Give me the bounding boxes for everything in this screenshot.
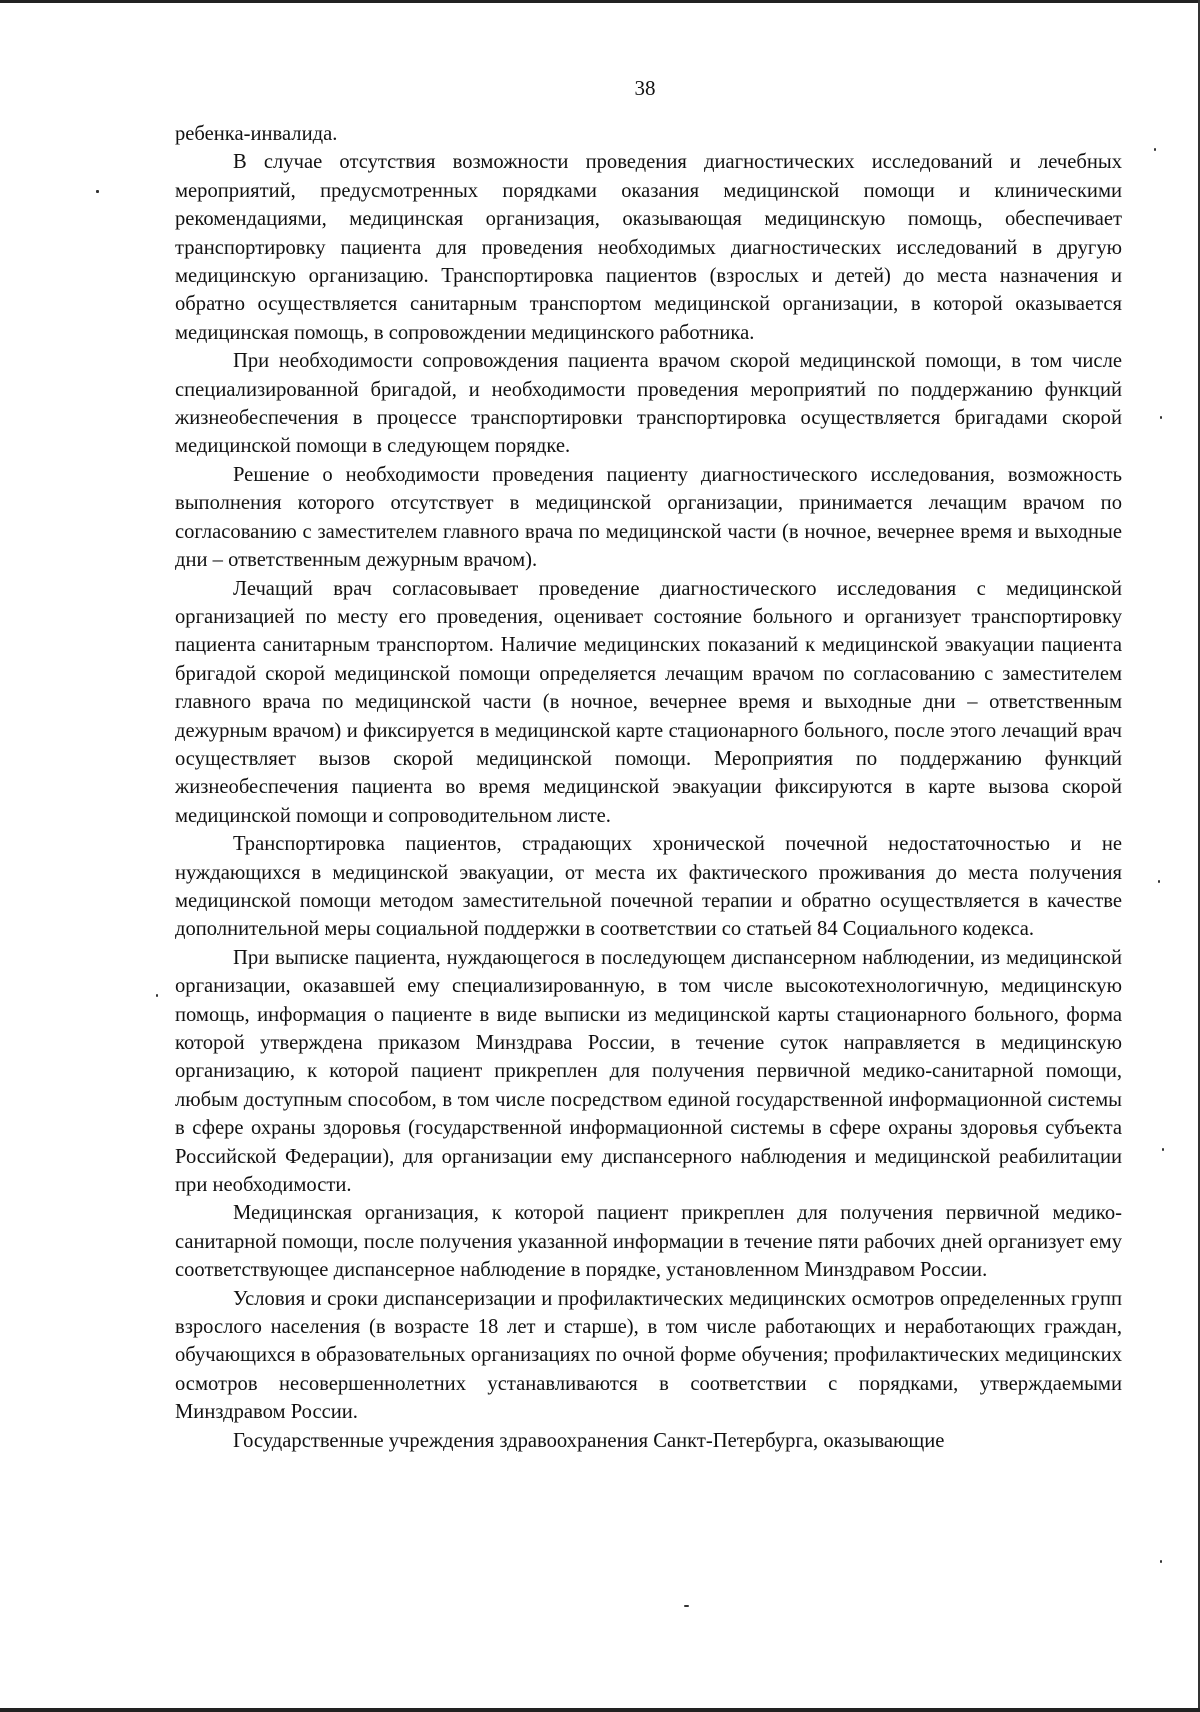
paragraph-5: Лечащий врач согласовывает проведение диагностического исследования с медицинской организацией по месту его проведения, оценивает состояние больного и организует транспортировку пациента санитарным транспортом. Наличие медицинских показаний к медицинской эвакуации пациента бригадой скорой медицинской помощи определяется лечащим врачом по согласованию с заместителем главного врача по медицинской части (в ночное, вечернее время и выходные дни – ответственным дежурным врачом) и фиксируется в медицинской карте стационарного больного, после этого лечащий врач осуществляет вызов скорой медицинской помощи. Мероприятия по поддержанию функций жизнеобеспечения пациента во время медицинской эвакуации фиксируются в карте вызова скорой медицинской помощи и сопроводительном листе. [175, 577, 1122, 827]
page-number: 38 [634, 76, 656, 100]
scan-edge-top [0, 0, 1200, 3]
scan-speck [1158, 880, 1160, 883]
scan-speck [1160, 416, 1162, 419]
paragraph-3: При необходимости сопровождения пациента врачом скорой медицинской помощи, в том числе специализированной бригадой, и необходимости проведения мероприятий по поддержанию функций жизнеобеспечения в процессе транспортировки транспортировка осуществляется бригадами скорой медицинской помощи в следующем порядке. [175, 350, 1122, 458]
scan-speck [1162, 1148, 1164, 1151]
scan-speck [156, 994, 158, 997]
paragraph-8: Медицинская организация, к которой пациент прикреплен для получения первичной медико-санитарной помощи, после получения указанной информации в течение пяти рабочих дней организует ему соответствующее диспансерное наблюдение в порядке, установленном Минздравом России. [175, 1202, 1122, 1282]
scan-edge-bottom [0, 1708, 1200, 1712]
document-body [175, 120, 1122, 1455]
paragraph-4: Решение о необходимости проведения пациенту диагностического исследования, возможность выполнения которого отсутствует в медицинской организации, принимается лечащим врачом по согласованию с заместителем главного врача по медицинской части (в ночное, вечернее время и выходные дни – ответственным дежурным врачом). [175, 463, 1122, 572]
paragraph-2: В случае отсутствия возможности проведения диагностических исследований и лечебных мероприятий, предусмотренных порядками оказания медицинской помощи и клиническими рекомендациями, медицинская организация, оказывающая медицинскую помощь, обеспечивает транспортировку пациента для проведения необходимых диагностических исследований в другую медицинскую организацию. Транспортировка пациентов (взрослых и детей) до места назначения и обратно осуществляется санитарным транспортом медицинской организации, в которой оказывается медицинская помощь, в сопровождении медицинского работника. [175, 151, 1122, 344]
paragraph-10: Государственные учреждения здравоохранения Санкт-Петербурга, оказывающие [233, 1429, 945, 1452]
scan-speck [684, 1605, 689, 1607]
scan-speck [1160, 1560, 1162, 1563]
paragraph-6: Транспортировка пациентов, страдающих хронической почечной недостаточностью и не нуждающихся в медицинской эвакуации, от места их фактического проживания до места получения медицинской помощи методом заместительной почечной терапии и обратно осуществляется в качестве дополнительной меры социальной поддержки в соответствии со статьей 84 Социального кодекса. [175, 833, 1122, 941]
paragraph-1: ребенка-инвалида. [175, 123, 338, 145]
scan-speck [1154, 148, 1156, 151]
scan-speck [96, 190, 99, 193]
paragraph-9: Условия и сроки диспансеризации и профилактических медицинских осмотров определенных групп взрослого населения (в возрасте 18 лет и старше), в том числе работающих и неработающих граждан, обучающихся в образовательных организациях по очной форме обучения; профилактических медицинских осмотров несовершеннолетних устанавливаются в соответствии с порядками, утверждаемыми Минздравом России. [175, 1287, 1122, 1424]
paragraph-7: При выписке пациента, нуждающегося в последующем диспансерном наблюдении, из медицинской организации, оказавшей ему специализированную, в том числе высокотехнологичную, медицинскую помощь, информация о пациенте в виде выписки из медицинской карты стационарного больного, форма которой утверждена приказом Минздрава России, в течение суток направляется в медицинскую организацию, к которой пациент прикреплен для получения первичной медико-санитарной помощи, любым доступным способом, в том числе посредством единой государственной информационной системы в сфере охраны здоровья (государственной информационной системы в сфере охраны здоровья субъекта Российской Федерации), для организации ему диспансерного наблюдения и медицинской реабилитации при необходимости. [175, 946, 1122, 1197]
